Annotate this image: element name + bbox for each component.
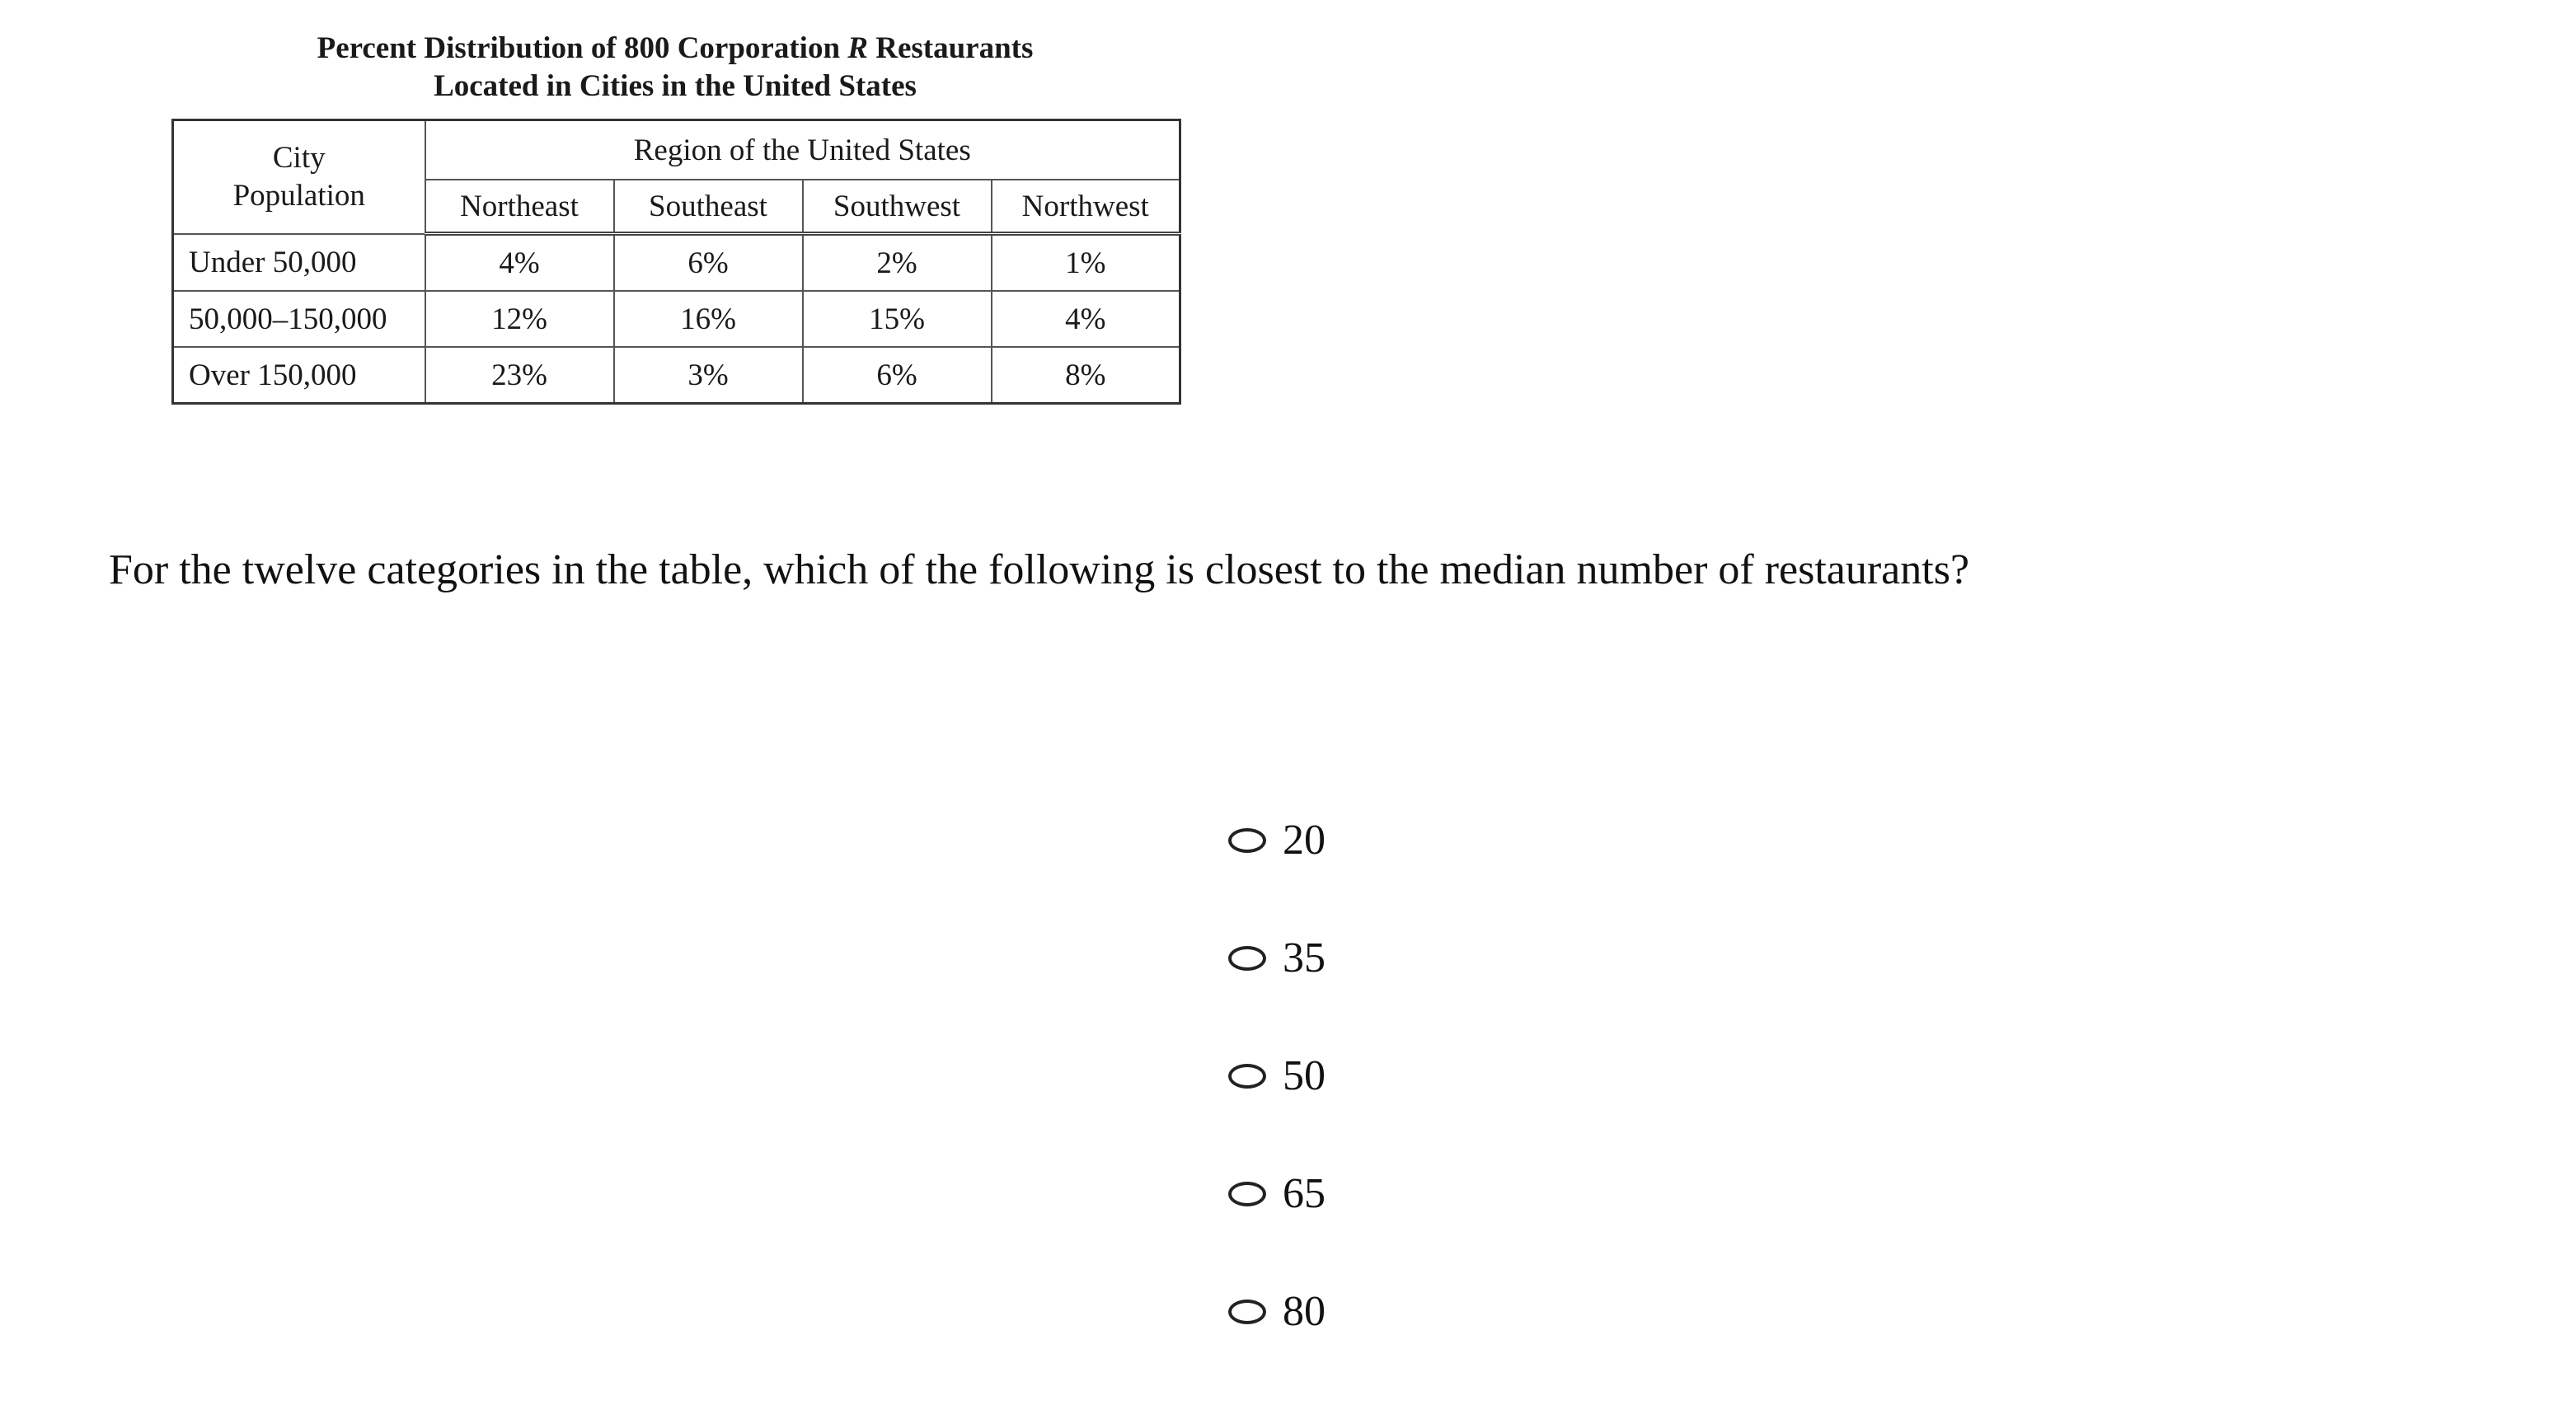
answer-choices xyxy=(1228,816,1558,1405)
answer-choice-35[interactable] xyxy=(1228,934,1558,983)
answer-choice-50[interactable] xyxy=(1228,1051,1558,1101)
column-header: Northeast xyxy=(425,180,614,234)
table-cell: 3% xyxy=(614,347,803,404)
row-label: 50,000–150,000 xyxy=(173,291,425,347)
table-cell: 15% xyxy=(803,291,992,347)
table-title-line-2: Located in Cities in the United States xyxy=(434,69,917,103)
column-header: Northwest xyxy=(992,180,1180,234)
table-cell: 4% xyxy=(992,291,1180,347)
table-cell: 23% xyxy=(425,347,614,404)
radio-button-icon[interactable] xyxy=(1228,1182,1266,1206)
answer-choice-label: 80 xyxy=(1283,1288,1326,1335)
answer-choice-label: 50 xyxy=(1283,1052,1326,1099)
table-cell: 6% xyxy=(614,234,803,292)
distribution-table xyxy=(171,119,1181,405)
radio-button-icon[interactable] xyxy=(1228,1300,1266,1324)
table-cell: 8% xyxy=(992,347,1180,404)
city-header-line-2: Population xyxy=(232,178,365,213)
row-label: Over 150,000 xyxy=(173,347,425,404)
table-row xyxy=(173,291,1180,347)
answer-choice-80[interactable] xyxy=(1228,1287,1558,1337)
row-label: Under 50,000 xyxy=(173,234,425,292)
radio-button-icon[interactable] xyxy=(1228,946,1266,971)
table-cell: 16% xyxy=(614,291,803,347)
question-text: For the twelve categories in the table, which of the following is closest to the median number of restaurants? xyxy=(109,546,1970,593)
answer-choice-65[interactable] xyxy=(1228,1169,1558,1219)
radio-button-icon[interactable] xyxy=(1228,828,1266,853)
data-table-block xyxy=(171,30,1179,405)
city-population-header xyxy=(173,120,425,234)
table-cell: 2% xyxy=(803,234,992,292)
answer-choice-label: 20 xyxy=(1283,817,1326,864)
city-header-line-1: City xyxy=(272,140,326,175)
table-title-variable: R xyxy=(847,31,868,65)
radio-button-icon[interactable] xyxy=(1228,1064,1266,1089)
answer-choice-label: 35 xyxy=(1283,934,1326,981)
table-cell: 1% xyxy=(992,234,1180,292)
region-header: Region of the United States xyxy=(425,120,1180,180)
column-header: Southwest xyxy=(803,180,992,234)
table-cell: 4% xyxy=(425,234,614,292)
table-title xyxy=(171,30,1179,105)
column-header: Southeast xyxy=(614,180,803,234)
table-row xyxy=(173,234,1180,292)
table-title-text-pre: Percent Distribution of 800 Corporation xyxy=(317,31,848,65)
table-title-text-post: Restaurants xyxy=(867,31,1034,65)
answer-choice-20[interactable] xyxy=(1228,816,1558,865)
answer-choice-label: 65 xyxy=(1283,1170,1326,1217)
table-title-line-1 xyxy=(171,30,1179,68)
table-cell: 12% xyxy=(425,291,614,347)
table-row xyxy=(173,347,1180,404)
table-cell: 6% xyxy=(803,347,992,404)
